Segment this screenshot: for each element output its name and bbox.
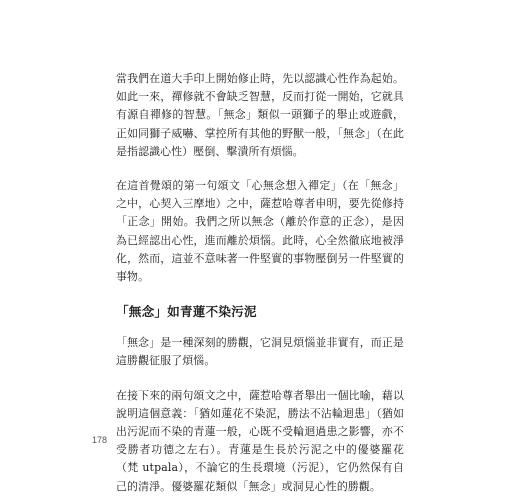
paragraph-1: 當我們在道大手印上開始修止時，先以認識心性作為起始。如此一來，禪修就不會缺乏智慧，反而打從一開始，它就具有源自禪修的智慧。「無念」類似一頭獅子的舉止或遊戲，正如同獅子威嚇、掌控所有其他的野獸一般，「無念」（在此是指認識心性）壓倒、擊潰所有煩惱。 xyxy=(116,72,404,158)
page-number: 178 xyxy=(92,435,108,445)
section-paragraph-1: 「無念」是一種深刻的勝觀，它洞見煩惱並非實有，而正是這勝觀征服了煩惱。 xyxy=(116,336,404,368)
section-heading: 「無念」如青蓮不染污泥 xyxy=(116,304,257,320)
paragraph-2: 在這首覺頌的第一句頌文「心無念想入禪定」（在「無念」之中，心契入三摩地）之中，薩惹哈尊者申明，要先從修持「正念」開始。我們之所以無念（離於作意的正念），是因為已經認出心性，進而離於煩惱。此時，心全然徹底地被淨化，然而，這並不意味著一件堅實的事物壓倒另一件堅實的事物。 xyxy=(116,179,404,284)
section-paragraph-2: 在接下來的兩句頌文之中，薩惹哈尊者舉出一個比喻，藉以說明這個意義：「猶如蓮花不染泥，勝法不沾輪迴患」（猶如出污泥而不染的青蓮一般，心既不受輪迴過患之影響，亦不受勝者功德之左右）。青蓮是生長於污泥之中的優婆羅花（梵 utpala），不論它的生長環境（污泥），它仍然保有自己的清淨。優婆羅花類似「無念」或洞見心性的勝觀。 xyxy=(116,388,404,493)
page-body xyxy=(116,70,404,500)
